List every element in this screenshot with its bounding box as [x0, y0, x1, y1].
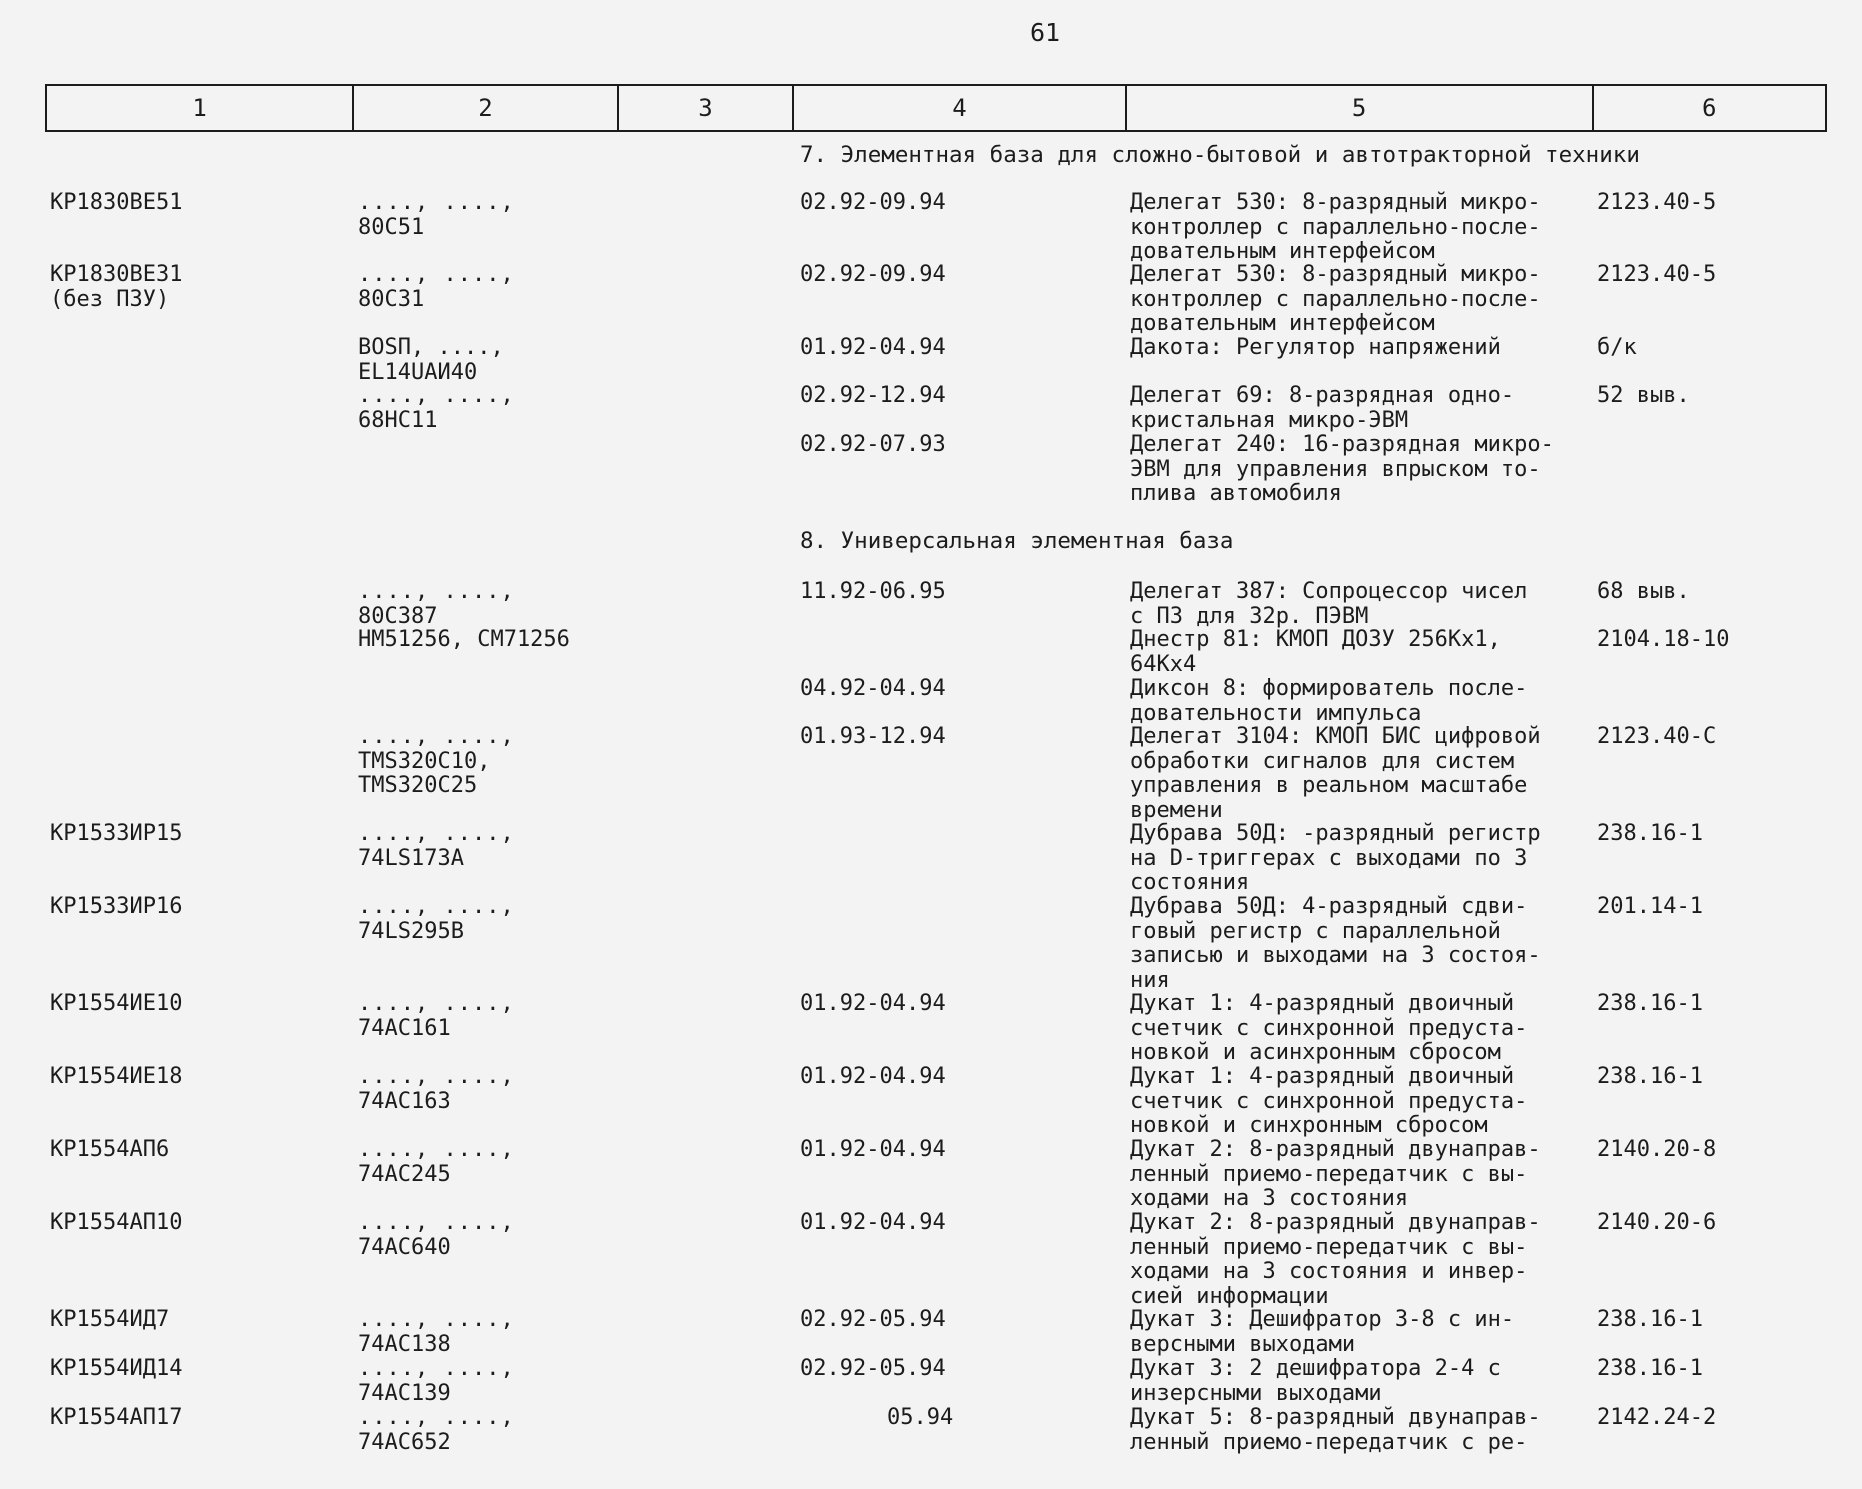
description-line: Днестр 81: КМОП ДОЗУ 256Кх1, — [1130, 627, 1501, 652]
type-designation-line: КР1554АП10 — [50, 1210, 183, 1235]
description-line: Дакота: Регулятор напряжений — [1130, 335, 1501, 360]
package-type: 2142.24-2 — [1597, 1405, 1717, 1430]
analog-designation — [358, 992, 515, 1041]
delivery-period: 01.92-04.94 — [800, 335, 946, 360]
page-number: 61 — [1029, 18, 1061, 47]
package-type: 52 выв. — [1597, 383, 1690, 408]
description-line: Дукат 2: 8-разрядный двунаправ- — [1130, 1210, 1541, 1235]
description — [1130, 822, 1590, 896]
type-designation-line: (без ПЗУ) — [50, 286, 170, 312]
description-line: версными выходами — [1130, 1331, 1356, 1357]
analog-designation — [358, 725, 515, 799]
description-line: ленный приемо-передатчик с вы- — [1130, 1161, 1528, 1187]
analog-placeholder: ...., ...., — [358, 1307, 515, 1332]
package-type: 238.16-1 — [1597, 821, 1703, 846]
description-line: обработки сигналов для систем — [1130, 748, 1515, 774]
analog-line: НМ51256, СМ71256 — [358, 627, 570, 652]
description-line: Дубрава 50Д: -разрядный регистр — [1130, 821, 1541, 846]
description-line: ния — [1130, 967, 1170, 993]
type-designation-line: КР1554ИД14 — [50, 1356, 183, 1381]
description-line: Делегат 530: 8-разрядный микро- — [1130, 190, 1541, 215]
analog-designation — [358, 895, 515, 944]
header-col-2: 2 — [354, 86, 618, 130]
description — [1130, 725, 1590, 823]
analog-designation — [358, 384, 515, 433]
description-line: Дубрава 50Д: 4-разрядный сдви- — [1130, 894, 1528, 919]
analog-line: 74АС139 — [358, 1380, 451, 1406]
type-designation-line: КР1554ИЕ18 — [50, 1064, 183, 1089]
description — [1130, 1065, 1590, 1139]
description-line: плива автомобиля — [1130, 481, 1342, 506]
analog-line: 74АС652 — [358, 1429, 451, 1455]
type-designation-line: КР1830ВЕ51 — [50, 190, 183, 215]
description — [1130, 384, 1590, 433]
package-type: 68 выв. — [1597, 579, 1690, 604]
description-line: времени — [1130, 797, 1223, 823]
description-line: записью и выходами на 3 состоя- — [1130, 943, 1541, 968]
analog-line: BOSП, ...., — [358, 335, 504, 360]
description-line: ЭВМ для управления впрыском то- — [1130, 456, 1541, 482]
analog-line: TMS320C10, — [358, 748, 491, 774]
type-designation — [50, 1308, 169, 1333]
type-designation — [50, 1065, 182, 1090]
delivery-period: 02.92-12.94 — [800, 383, 946, 408]
analog-placeholder: ...., ...., — [358, 894, 515, 919]
package-type: б/к — [1597, 335, 1637, 360]
delivery-period: 01.92-04.94 — [800, 1064, 946, 1089]
description-line: Дукат 2: 8-разрядный двунаправ- — [1130, 1137, 1541, 1162]
section-heading: 7. Элементная база для сложно-бытовой и автотракторной техники — [800, 142, 1640, 168]
description-line: Делегат 69: 8-разрядная одно- — [1130, 383, 1515, 408]
analog-line: 80С31 — [358, 286, 425, 312]
type-designation — [50, 191, 182, 216]
description-line: контроллер с параллельно-после- — [1130, 286, 1541, 312]
analog-designation — [358, 822, 515, 871]
description-line: ленный приемо-передатчик с ре- — [1130, 1429, 1528, 1455]
analog-placeholder: ...., ...., — [358, 724, 515, 749]
description-line: Дукат 1: 4-разрядный двоичный — [1130, 1064, 1515, 1089]
analog-designation — [358, 191, 515, 240]
analog-placeholder: ...., ...., — [358, 991, 515, 1016]
analog-line: EL14UAИ40 — [358, 359, 478, 385]
analog-line: 68НС11 — [358, 407, 438, 433]
package-type: 2123.40-С — [1597, 724, 1717, 749]
delivery-period: 02.92-07.93 — [800, 432, 946, 457]
type-designation — [50, 1211, 182, 1236]
description-line: говый регистр с параллельной — [1130, 918, 1501, 944]
analog-placeholder: ...., ...., — [358, 579, 515, 604]
description-line: Дукат 3: 2 дешифратора 2-4 с — [1130, 1356, 1501, 1381]
delivery-period: 02.92-05.94 — [800, 1307, 946, 1332]
description-line: Делегат 240: 16-разрядная микро- — [1130, 432, 1554, 457]
type-designation-line: КР1554ИД7 — [50, 1307, 170, 1332]
type-designation — [50, 1138, 169, 1163]
description-line: с ПЗ для 32р. ПЭВМ — [1130, 603, 1369, 629]
description-line: 64Кх4 — [1130, 651, 1197, 677]
package-type: 238.16-1 — [1597, 1064, 1703, 1089]
package-type: 238.16-1 — [1597, 1307, 1703, 1332]
delivery-period: 02.92-09.94 — [800, 262, 946, 287]
delivery-period: 02.92-05.94 — [800, 1356, 946, 1381]
description — [1130, 1308, 1590, 1357]
description-line: Делегат 3104: КМОП БИС цифровой — [1130, 724, 1541, 749]
type-designation — [50, 822, 182, 847]
description-line: новкой и асинхронным сбросом — [1130, 1040, 1501, 1065]
description-line: контроллер с параллельно-после- — [1130, 214, 1541, 240]
analog-designation — [358, 1406, 515, 1455]
description-line: ходами на 3 состояния и инвер- — [1130, 1259, 1528, 1284]
delivery-period: 04.92-04.94 — [800, 676, 946, 701]
type-designation-line: КР1830ВЕ31 — [50, 262, 183, 287]
description-line: новкой и синхронным сбросом — [1130, 1113, 1488, 1138]
package-type: 238.16-1 — [1597, 991, 1703, 1016]
description — [1130, 1406, 1590, 1455]
package-type: 2123.40-5 — [1597, 262, 1717, 287]
header-col-6: 6 — [1702, 94, 1717, 122]
description — [1130, 895, 1590, 993]
description-line: счетчик с синхронной предуста- — [1130, 1015, 1528, 1041]
type-designation — [50, 263, 182, 312]
description-line: ленный приемо-передатчик с вы- — [1130, 1234, 1528, 1260]
description-line: Диксон 8: формирователь после- — [1130, 676, 1528, 701]
analog-placeholder: ...., ...., — [358, 821, 515, 846]
type-designation-line: КР1533ИР16 — [50, 894, 183, 919]
analog-designation — [358, 1211, 515, 1260]
description — [1130, 191, 1590, 265]
analog-line: 74АС138 — [358, 1331, 451, 1357]
analog-line: 74LS295B — [358, 918, 464, 944]
analog-line: TMS320C25 — [358, 773, 478, 798]
delivery-period: 01.92-04.94 — [800, 1210, 946, 1235]
analog-placeholder: ...., ...., — [358, 1356, 515, 1381]
analog-line: 74АС640 — [358, 1234, 451, 1260]
description-line: ходами на 3 состояния — [1130, 1186, 1409, 1211]
analog-designation — [358, 580, 515, 629]
delivery-period: 02.92-09.94 — [800, 190, 946, 215]
header-col-1: 1 — [47, 86, 354, 130]
analog-line: 80С387 — [358, 603, 438, 629]
package-type: 2140.20-8 — [1597, 1137, 1717, 1162]
description-line: довательным интерфейсом — [1130, 311, 1435, 336]
type-designation-line: КР1554ИЕ10 — [50, 991, 183, 1016]
package-type: 2104.18-10 — [1597, 627, 1730, 652]
description-line: Дукат 3: Дешифратор 3-8 с ин- — [1130, 1307, 1515, 1332]
analog-designation — [358, 1357, 515, 1406]
table-header — [45, 84, 1827, 132]
description — [1130, 1211, 1590, 1309]
analog-designation — [358, 1065, 515, 1114]
analog-designation — [358, 336, 504, 385]
description-line: управления в реальном масштабе — [1130, 773, 1528, 798]
package-type: 2123.40-5 — [1597, 190, 1717, 215]
description-line: счетчик с синхронной предуста- — [1130, 1088, 1528, 1114]
type-designation — [50, 895, 182, 920]
description-line: Делегат 387: Сопроцессор чисел — [1130, 579, 1528, 604]
description-line: кристальная микро-ЭВМ — [1130, 407, 1409, 433]
description-line: довательности импульса — [1130, 700, 1422, 726]
delivery-period: 05.94 — [887, 1405, 954, 1430]
analog-placeholder: ...., ...., — [358, 1064, 515, 1089]
analog-line: 80С51 — [358, 214, 425, 240]
analog-placeholder: ...., ...., — [358, 190, 515, 215]
analog-line: 74АС163 — [358, 1088, 451, 1114]
package-type: 238.16-1 — [1597, 1356, 1703, 1381]
description — [1130, 992, 1590, 1066]
description — [1130, 1138, 1590, 1212]
header-col-5: 5 — [1127, 86, 1594, 130]
delivery-period: 11.92-06.95 — [800, 579, 946, 604]
description-line: состояния — [1130, 870, 1250, 895]
description — [1130, 580, 1590, 629]
type-designation — [50, 1357, 182, 1382]
description — [1130, 433, 1590, 507]
analog-line: 74АС245 — [358, 1161, 451, 1187]
analog-placeholder: ...., ...., — [358, 1137, 515, 1162]
description — [1130, 263, 1590, 337]
description-line: сией информации — [1130, 1283, 1329, 1309]
analog-placeholder: ...., ...., — [358, 262, 515, 287]
section-heading: 8. Универсальная элементная база — [800, 528, 1234, 554]
description — [1130, 1357, 1590, 1406]
analog-designation — [358, 628, 570, 653]
analog-placeholder: ...., ...., — [358, 383, 515, 408]
analog-line: 74LS173A — [358, 845, 464, 871]
description-line: довательным интерфейсом — [1130, 239, 1435, 264]
description-line: Дукат 5: 8-разрядный двунаправ- — [1130, 1405, 1541, 1430]
description-line: инзерсными выходами — [1130, 1380, 1382, 1406]
description — [1130, 677, 1590, 726]
description — [1130, 628, 1590, 677]
type-designation — [50, 1406, 182, 1431]
delivery-period: 01.93-12.94 — [800, 724, 946, 749]
analog-line: 74АС161 — [358, 1015, 451, 1041]
delivery-period: 01.92-04.94 — [800, 1137, 946, 1162]
analog-designation — [358, 263, 515, 312]
header-col-3: 3 — [619, 86, 795, 130]
description — [1130, 336, 1590, 361]
type-designation-line: КР1554АП6 — [50, 1137, 170, 1162]
package-type: 201.14-1 — [1597, 894, 1703, 919]
analog-designation — [358, 1308, 515, 1357]
analog-designation — [358, 1138, 515, 1187]
delivery-period: 01.92-04.94 — [800, 991, 946, 1016]
type-designation — [50, 992, 182, 1017]
package-type: 2140.20-6 — [1597, 1210, 1717, 1235]
analog-placeholder: ...., ...., — [358, 1210, 515, 1235]
header-col-4: 4 — [794, 86, 1126, 130]
description-line: на D-триггерах с выходами по 3 — [1130, 845, 1528, 871]
description-line: Делегат 530: 8-разрядный микро- — [1130, 262, 1541, 287]
type-designation-line: КР1533ИР15 — [50, 821, 183, 846]
description-line: Дукат 1: 4-разрядный двоичный — [1130, 991, 1515, 1016]
type-designation-line: КР1554АП17 — [50, 1405, 183, 1430]
analog-placeholder: ...., ...., — [358, 1405, 515, 1430]
